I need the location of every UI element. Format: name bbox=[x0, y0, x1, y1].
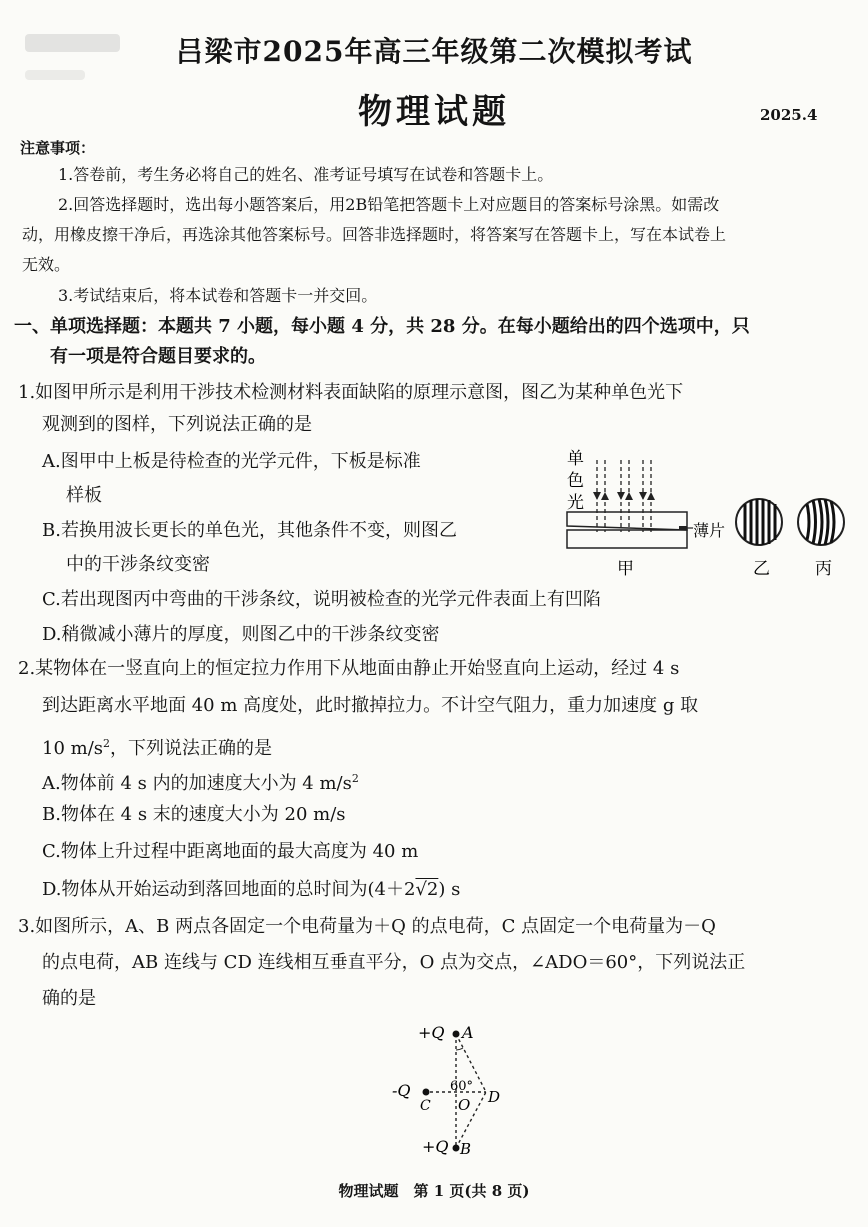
scan-smudge bbox=[25, 70, 85, 80]
section-heading: 有一项是符合题目要求的。 bbox=[50, 346, 266, 367]
question-1-option-a: A.图甲中上板是待检查的光学元件，下板是标准 bbox=[42, 451, 421, 472]
thin-sheet bbox=[679, 526, 687, 530]
lower-plate bbox=[567, 530, 687, 548]
point-b-label: B bbox=[460, 1140, 472, 1158]
question-2-option-a: A.物体前 4 s 内的加速度大小为 4 $m/s^2$ bbox=[42, 772, 359, 794]
question-3-stem: 3.如图所示，A、B 两点各固定一个电荷量为＋Q 的点电荷，C 点固定一个电荷量为－Q bbox=[18, 916, 716, 937]
notice-item: 1.答卷前，考生务必将自己的姓名、准考证号填写在试卷和答题卡上。 bbox=[58, 165, 554, 184]
notice-item: 2.回答选择题时，选出每小题答案后，用2B铅笔把答题卡上对应题目的答案标号涂黑。如需改 bbox=[58, 195, 720, 214]
question-2-stem: 2.某物体在一竖直向上的恒定拉力作用下从地面由静止开始竖直向上运动，经过 4 s bbox=[18, 658, 680, 679]
light-label: 色 bbox=[567, 471, 584, 491]
exam-date: 2025.4 bbox=[760, 106, 818, 124]
figure-bing-label: 丙 bbox=[815, 559, 832, 579]
notice-item: 3.考试结束后，将本试卷和答题卡一并交回。 bbox=[58, 286, 378, 305]
point-o-label: O bbox=[458, 1096, 471, 1114]
light-label: 光 bbox=[567, 493, 584, 513]
notice-heading: 注意事项： bbox=[20, 139, 96, 157]
figure-jia-label: 甲 bbox=[617, 559, 634, 579]
angle-label: 60° bbox=[450, 1079, 474, 1094]
question-1-stem: 1.如图甲所示是利用干涉技术检测材料表面缺陷的原理示意图，图乙为某种单色光下 bbox=[18, 382, 684, 403]
question-1-option-a: 样板 bbox=[66, 485, 102, 506]
question-2-option-c: C.物体上升过程中距离地面的最大高度为 40 m bbox=[42, 841, 419, 862]
point-c-label: C bbox=[420, 1098, 431, 1114]
point-b bbox=[453, 1145, 460, 1152]
question-1-option-c: C.若出现图丙中弯曲的干涉条纹，说明被检查的光学元件表面上有凹陷 bbox=[42, 589, 601, 610]
question-2-option-d: D.物体从开始运动到落回地面的总时间为(4＋2√2) s bbox=[42, 879, 461, 900]
interference-figure bbox=[555, 440, 865, 585]
section-heading: 一、单项选择题：本题共 7 小题，每小题 4 分，共 28 分。在每小题给出的四个选项中，只 bbox=[14, 316, 750, 337]
charge-a-label: +Q bbox=[418, 1023, 445, 1042]
question-1-option-b: B.若换用波长更长的单色光，其他条件不变，则图乙 bbox=[42, 520, 457, 541]
exam-subtitle: 物理试题 bbox=[358, 92, 510, 132]
point-a-label: A bbox=[462, 1023, 474, 1042]
question-1-stem: 观测到的图样，下列说法正确的是 bbox=[42, 414, 312, 435]
point-a bbox=[453, 1031, 460, 1038]
exam-title: 吕梁市2025年高三年级第二次模拟考试 bbox=[175, 35, 693, 68]
question-2-option-b: B.物体在 4 s 末的速度大小为 20 m/s bbox=[42, 804, 346, 825]
charge-c-label: -Q bbox=[392, 1081, 411, 1100]
notice-item: 无效。 bbox=[22, 255, 71, 274]
thin-sheet-label: 薄片 bbox=[693, 521, 726, 540]
upper-plate bbox=[567, 512, 687, 530]
pattern-yi bbox=[736, 499, 782, 545]
page-footer: 物理试题 第 1 页(共 8 页) bbox=[338, 1182, 530, 1200]
pattern-bing bbox=[798, 499, 844, 545]
question-1-option-b: 中的干涉条纹变密 bbox=[66, 554, 210, 575]
notice-item: 动，用橡皮擦干净后，再选涂其他答案标号。回答非选择题时，将答案写在答题卡上，写在本试卷上 bbox=[22, 225, 727, 244]
charge-figure bbox=[380, 1012, 530, 1162]
light-label: 单 bbox=[567, 449, 584, 469]
question-2-stem: 到达距离水平地面 40 m 高度处，此时撤掉拉力。不计空气阻力，重力加速度 g 取 bbox=[42, 695, 699, 716]
arrow-icon bbox=[593, 492, 655, 500]
question-2-stem: 10 $m/s^2$，下列说法正确的是 bbox=[42, 737, 272, 759]
question-1-option-d: D.稍微减小薄片的厚度，则图乙中的干涉条纹变密 bbox=[42, 624, 440, 645]
question-3-stem: 的点电荷，AB 连线与 CD 连线相互垂直平分，O 点为交点，∠ADO＝60°，下列说法正 bbox=[42, 952, 746, 973]
charge-b-label: +Q bbox=[422, 1137, 449, 1156]
figure-yi-label: 乙 bbox=[753, 559, 770, 579]
question-3-stem: 确的是 bbox=[42, 988, 96, 1009]
point-c bbox=[423, 1089, 430, 1096]
point-d-label: D bbox=[488, 1088, 501, 1106]
